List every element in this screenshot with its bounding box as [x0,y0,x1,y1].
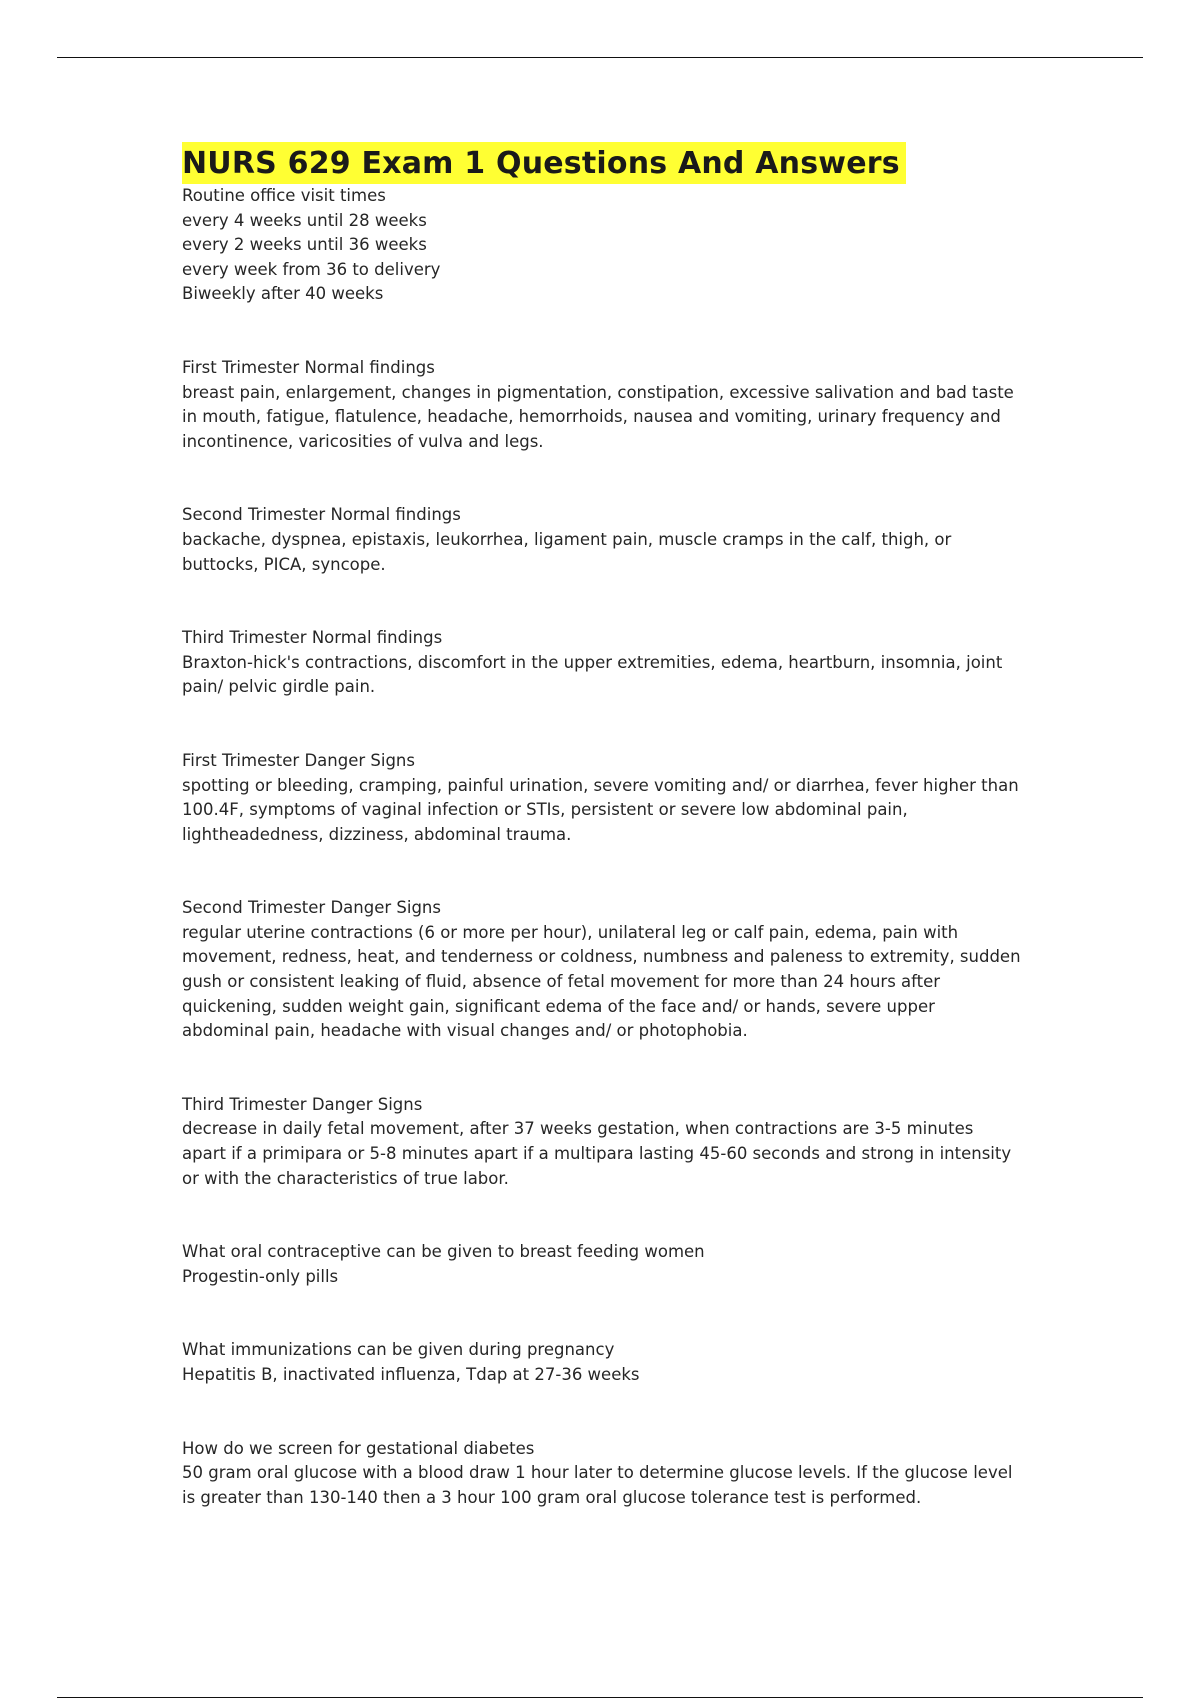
footer-rule [57,1697,1143,1698]
document-body [182,142,1022,1510]
answer-text: Progestin-only pills [182,1266,339,1286]
qa-block-second-trimester-danger [182,896,1022,1044]
qa-block-immunizations [182,1338,1022,1387]
answer-text: spotting or bleeding, cramping, painful urination, severe vomiting and/ or diarrhea, fever higher than 100.4F, symptoms of vaginal infection or STIs, persistent or severe low abdominal pain, lightheadedness, dizziness, abdominal trauma. [182,775,1019,844]
qa-block-routine-visits [182,184,1022,307]
question-text: Routine office visit times [182,186,386,205]
answer-text: decrease in daily fetal movement, after 37 weeks gestation, when contractions are 3-5 minutes apart if a primipara or 5-8 minutes apart if a multipara lasting 45-60 seconds and strong in intensity or with the characteristics of true labor. [182,1119,1012,1188]
qa-block-third-trimester-danger [182,1093,1022,1191]
answer-text: 50 gram oral glucose with a blood draw 1 hour later to determine glucose levels. If the glucose level is greater than 130-140 then a 3 hour 100 gram oral glucose tolerance test is performed. [182,1463,1013,1507]
qa-block-gestational-diabetes [182,1437,1022,1511]
answer-line: every 4 weeks until 28 weeks [182,210,427,230]
question-text: Second Trimester Normal findings [182,505,461,525]
answer-line: every week from 36 to delivery [182,259,441,279]
document-title: NURS 629 Exam 1 Questions And Answers [182,142,906,184]
qa-block-third-trimester-normal [182,626,1022,700]
header-rule [57,57,1143,58]
question-text: How do we screen for gestational diabetes [182,1438,535,1458]
question-text: Third Trimester Normal findings [182,628,443,648]
question-text: Third Trimester Danger Signs [182,1094,423,1114]
qa-block-first-trimester-normal [182,356,1022,454]
answer-text: Hepatitis B, inactivated influenza, Tdap at 27-36 weeks [182,1365,640,1384]
answer-line: every 2 weeks until 36 weeks [182,235,427,255]
answer-text: Braxton-hick's contractions, discomfort in the upper extremities, edema, heartburn, insomnia, joint pain/ pelvic girdle pain. [182,652,1003,697]
question-text: What oral contraceptive can be given to breast feeding women [182,1242,705,1262]
question-text: First Trimester Normal findings [182,357,435,377]
question-text: First Trimester Danger Signs [182,750,415,770]
answer-text: breast pain, enlargement, changes in pigmentation, constipation, excessive salivation and bad taste in mouth, fatigue, flatulence, headache, hemorrhoids, nausea and vomiting, urinary frequency and incontinence, varicosities of vulva and legs. [182,382,1014,451]
qa-block-oral-contraceptive [182,1240,1022,1289]
qa-block-first-trimester-danger [182,749,1022,847]
answer-text: regular uterine contractions (6 or more per hour), unilateral leg or calf pain, edema, pain with movement, redness, heat, and tenderness or coldness, numbness and paleness to extremity, sudden gush or consistent leaking of fluid, absence of fetal movement for more than 24 hours after quickening, sudden weight gain, significant edema of the face and/ or hands, severe upper abdominal pain, headache with visual changes and/ or photophobia. [182,922,1021,1041]
answer-text: backache, dyspnea, epistaxis, leukorrhea, ligament pain, muscle cramps in the calf, thigh, or buttocks, PICA, syncope. [182,529,952,574]
question-text: What immunizations can be given during pregnancy [182,1340,615,1360]
answer-line: Biweekly after 40 weeks [182,284,384,304]
qa-block-second-trimester-normal [182,503,1022,577]
question-text: Second Trimester Danger Signs [182,898,441,918]
